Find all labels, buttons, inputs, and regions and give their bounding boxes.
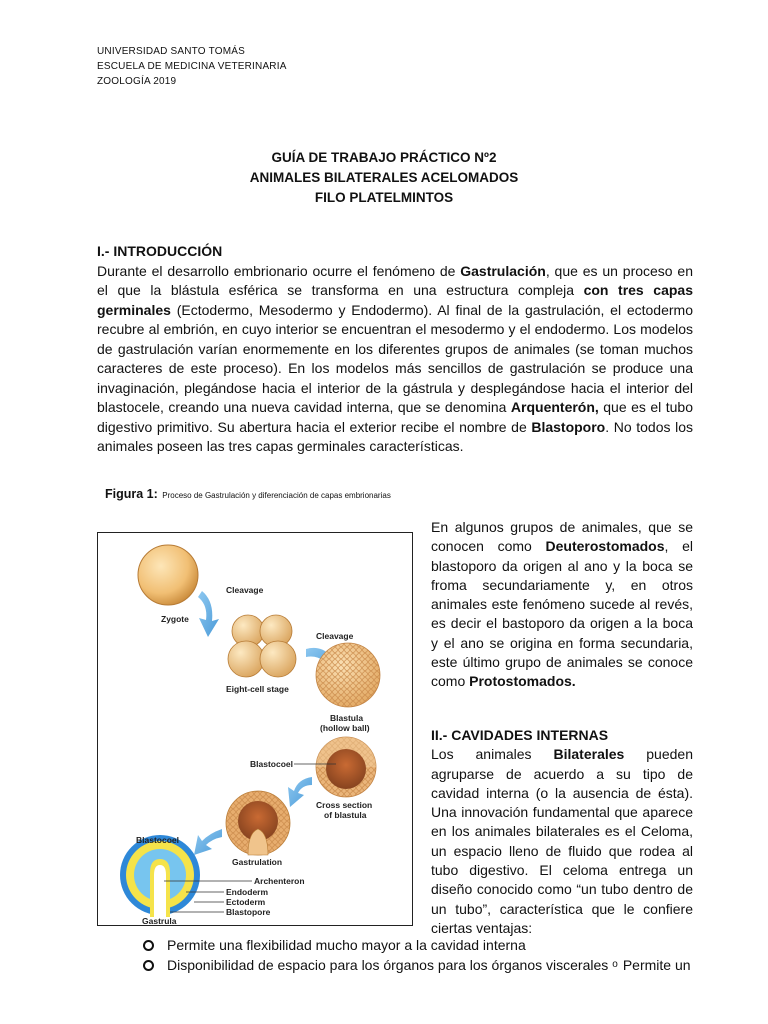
label-blastopore: Blastopore xyxy=(226,907,271,917)
label-hollow-ball: (hollow ball) xyxy=(320,723,370,733)
text-run: pueden agruparse de acuerdo a su tipo de cavidad interna (o la ausencia de ésta). Una innovación fundamental que aparece en los animales bilaterales es el Celoma, un espacio lleno de fluido que rodea al tubo digestivo. El celoma entrega un diseño conocido como “un tubo dentro de un tubo”, característica que le confiere ciertas ventajas: xyxy=(431,746,693,936)
title-line-3: FILO PLATELMINTOS xyxy=(314,190,454,205)
label-ectoderm: Ectoderm xyxy=(226,897,266,907)
figure-caption xyxy=(105,485,391,503)
bold-term: Arquenterón, xyxy=(510,399,599,415)
institution-header xyxy=(97,44,287,89)
list-item xyxy=(143,935,703,955)
label-gastrula: Gastrula xyxy=(142,916,177,925)
text-run: . No todos los animales poseen las tres capas germinales características. xyxy=(97,418,693,454)
label-cleavage-1: Cleavage xyxy=(226,585,264,595)
bold-term: Deuterostomados xyxy=(545,538,665,555)
bold-term: con tres capas germinales xyxy=(97,282,693,318)
text-run: , que es un proceso en el que la blástula esférica se transforma en una estructura compleja xyxy=(97,262,694,298)
introduction-heading: I.- INTRODUCCIÓN xyxy=(97,243,223,259)
internal-cavities-paragraph xyxy=(431,745,693,938)
school-name: ESCUELA DE MEDICINA VETERINARIA xyxy=(97,61,287,72)
bold-term: Protostomados. xyxy=(469,673,576,690)
gastrulation-arrow-1 xyxy=(288,777,312,807)
bullet-circle-icon xyxy=(143,960,154,971)
gastrulation-figure xyxy=(97,532,413,926)
advantages-list xyxy=(143,935,703,975)
label-of-blastula: of blastula xyxy=(324,810,367,820)
zygote-image xyxy=(138,545,198,605)
deuterostome-paragraph-block xyxy=(431,518,693,692)
text-run: , el blastoporo da origen al ano y la boca se froma secundariamente y, en otros animales este fenómeno sucede al revés, es decir el bastoporo da origen a la boca y el ano se origina en forma secundaria, este último grupo de animales se conoce como xyxy=(431,538,693,690)
deuterostome-paragraph xyxy=(431,518,693,692)
gastrulation-arrow-2 xyxy=(194,829,222,855)
text-run: En algunos grupos de animales, que se conocen como xyxy=(431,519,693,555)
gastrula-image xyxy=(120,835,200,917)
bold-term: Bilaterales xyxy=(553,746,625,763)
label-blastocoel-1: Blastocoel xyxy=(250,759,293,769)
text-run: Durante el desarrollo embrionario ocurre el fenómeno de xyxy=(97,262,461,279)
introduction-section xyxy=(97,242,693,457)
introduction-paragraph xyxy=(97,262,693,457)
label-eight-cell: Eight-cell stage xyxy=(226,684,289,694)
text-run: Los animales xyxy=(431,746,554,763)
blastula-image xyxy=(316,643,380,707)
bullet-circle-icon xyxy=(143,940,154,951)
list-item xyxy=(143,955,703,975)
list-item-text: Disponibilidad de espacio para los órganos para los órganos viscerales xyxy=(167,957,609,973)
inline-bullet-marker: o xyxy=(612,959,618,970)
internal-cavities-section xyxy=(431,726,693,938)
internal-cavities-heading: II.- CAVIDADES INTERNAS xyxy=(431,727,609,743)
label-blastula: Blastula xyxy=(330,713,364,723)
course-name: ZOOLOGÍA 2019 xyxy=(97,76,177,87)
eight-cell-image xyxy=(228,615,296,677)
gastrulation-diagram xyxy=(98,533,412,925)
title-line-2: ANIMALES BILATERALES ACELOMADOS xyxy=(249,170,519,185)
list-item-text: Permite un xyxy=(622,957,691,973)
label-cleavage-2: Cleavage xyxy=(316,631,354,641)
label-cross-section: Cross section xyxy=(316,800,373,810)
university-name: UNIVERSIDAD SANTO TOMÁS xyxy=(97,46,245,57)
label-blastocoel-2: Blastocoel xyxy=(136,835,179,845)
label-endoderm: Endoderm xyxy=(226,887,269,897)
label-zygote: Zygote xyxy=(161,614,189,624)
label-gastrulation: Gastrulation xyxy=(232,857,283,867)
title-line-1: GUÍA DE TRABAJO PRÁCTICO Nº2 xyxy=(271,150,497,165)
list-item-text: Permite una flexibilidad mucho mayor a la cavidad interna xyxy=(167,937,526,953)
figure-label: Figura 1: xyxy=(105,487,158,501)
bold-term: Gastrulación xyxy=(460,262,546,279)
document-title xyxy=(0,148,768,208)
figure-caption-text: Proceso de Gastrulación y diferenciación de capas embrionarias xyxy=(162,491,391,500)
text-run: que es el tubo digestivo primitivo. Su abertura hacia el exterior recibe el nombre de xyxy=(97,399,693,435)
bold-term: Blastoporo xyxy=(531,418,606,435)
text-run: (Ectodermo, Mesodermo y Endodermo). Al final de la gastrulación, el ectodermo recubre al embrión, en cuyo interior se encuentran el mesodermo y el endodermo. Los modelos de gastrulación varían enormemente en los diferentes grupos de animales (se toman muchos caracteres de este proceso). En los modelos más sencillos de gastrulación se produce una invaginación, plegándose hacia el interior de la gástrula y desplegándose hacia el interior del blastocele, creando una nueva cavidad interna, que se denomina xyxy=(97,301,693,415)
label-archenteron: Archenteron xyxy=(254,876,305,886)
early-gastrula-image xyxy=(226,791,290,855)
blastula-cross-section-image xyxy=(316,737,376,797)
cleavage-arrow-1 xyxy=(198,591,219,637)
